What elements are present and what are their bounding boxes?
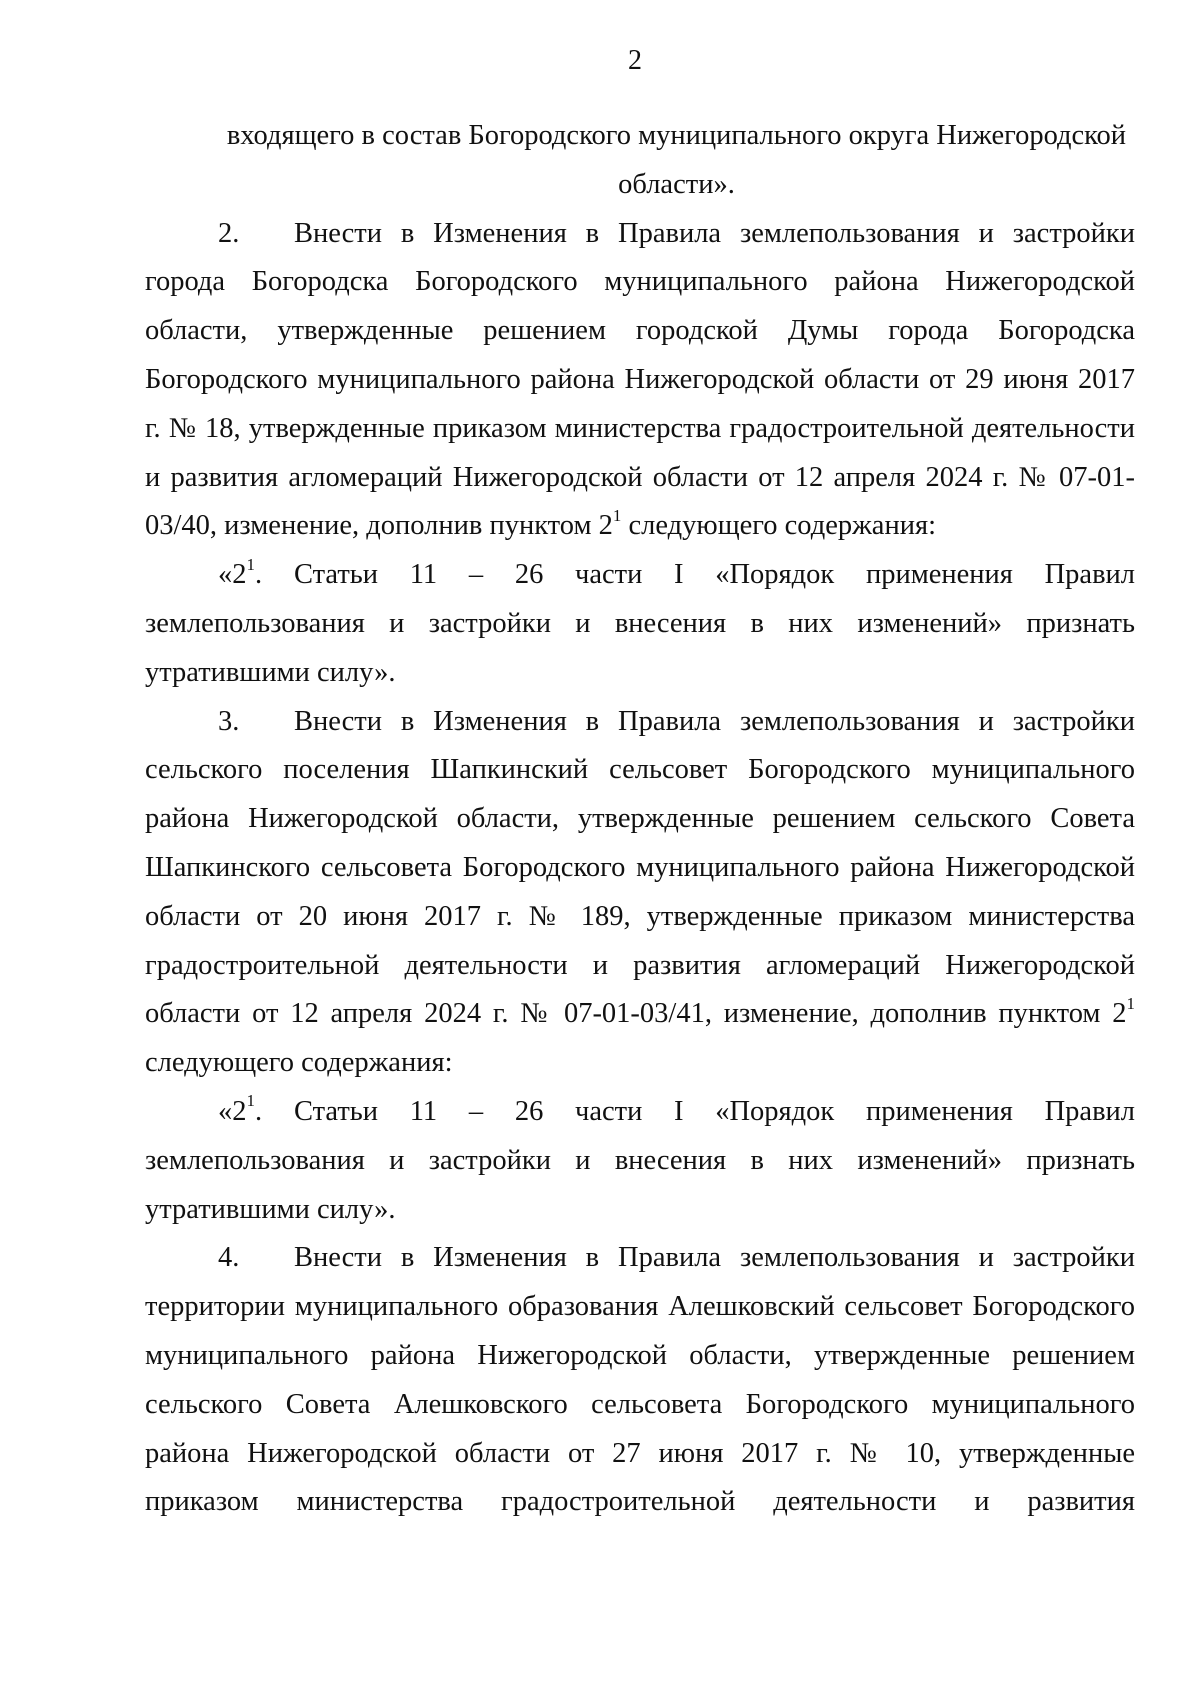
quote-num-suffix: . [255, 559, 263, 591]
quote-num-suffix: . [255, 1095, 263, 1127]
paragraph-text: Внести в Изменения в Правила землепользования и застройки территории муниципального образования Алешковский сельсовет Богородского муниципального района Нижегородской области, утвержденные решением сельского Совета Алешковского сельсовета Богородского муниципального района Нижегородской области от 27 июня 2017 г. № 10, утвержденные приказом министерства градостроительной деятельности и развития [145, 1242, 1135, 1518]
continuation-line-2: области». [618, 168, 735, 200]
quoted-item-number [218, 1088, 294, 1137]
document-body [145, 112, 1135, 1527]
quote-open: «2 [218, 559, 247, 591]
item-number: 2. [218, 217, 240, 249]
quoted-item-number [218, 551, 294, 600]
superscript: 1 [246, 554, 255, 574]
continuation-line-1: входящего в состав Богородского муниципального округа Нижегородской [226, 120, 1127, 151]
paragraph-item-4 [145, 1234, 1135, 1527]
paragraph-item-2 [145, 210, 1135, 552]
quote-open: «2 [218, 1095, 247, 1127]
paragraph-text-tail: следующего содержания: [145, 1047, 453, 1079]
item-number: 4. [218, 1242, 240, 1274]
paragraph-text-tail: следующего содержания: [621, 510, 936, 542]
superscript: 1 [1126, 993, 1135, 1013]
quoted-subitem-2-1 [145, 551, 1135, 697]
paragraph-text: Внести в Изменения в Правила землепользования и застройки города Богородска Богородского муниципального района Нижегородской области, утвержденные решением городской Думы города Богородска Богородского муниципального района Нижегородской области от 29 июня 2017 г. № 18, утвержденные приказом министерства градостроительной деятельности и развития агломераций Нижегородской области от 12 апреля 2024 г. № 07-01-03/40, изменение, дополнив пунктом 2 [145, 217, 1135, 542]
superscript: 1 [246, 1091, 255, 1111]
quoted-text: Статьи 11 – 26 части I «Порядок применения Правил землепользования и застройки и внесения в них изменений» признать утратившими силу». [145, 559, 1135, 688]
page-number: 2 [628, 45, 642, 76]
paragraph-text: Внести в Изменения в Правила землепользования и застройки сельского поселения Шапкинский сельсовет Богородского муниципального района Нижегородской области, утвержденные решением сельского Совета Шапкинского сельсовета Богородского муниципального района Нижегородской области от 20 июня 2017 г. № 189, утвержденные приказом министерства градостроительной деятельности и развития агломераций Нижегородской области от 12 апреля 2024 г. № 07-01-03/41, изменение, дополнив пунктом 2 [145, 705, 1135, 1030]
continuation-paragraph [145, 112, 1135, 210]
superscript: 1 [612, 505, 622, 525]
quoted-text: Статьи 11 – 26 части I «Порядок применения Правил землепользования и застройки и внесения в них изменений» признать утратившими силу». [145, 1095, 1135, 1225]
item-number: 3. [218, 705, 240, 737]
quoted-subitem-3-1 [145, 1088, 1135, 1234]
paragraph-item-3 [145, 698, 1135, 1088]
